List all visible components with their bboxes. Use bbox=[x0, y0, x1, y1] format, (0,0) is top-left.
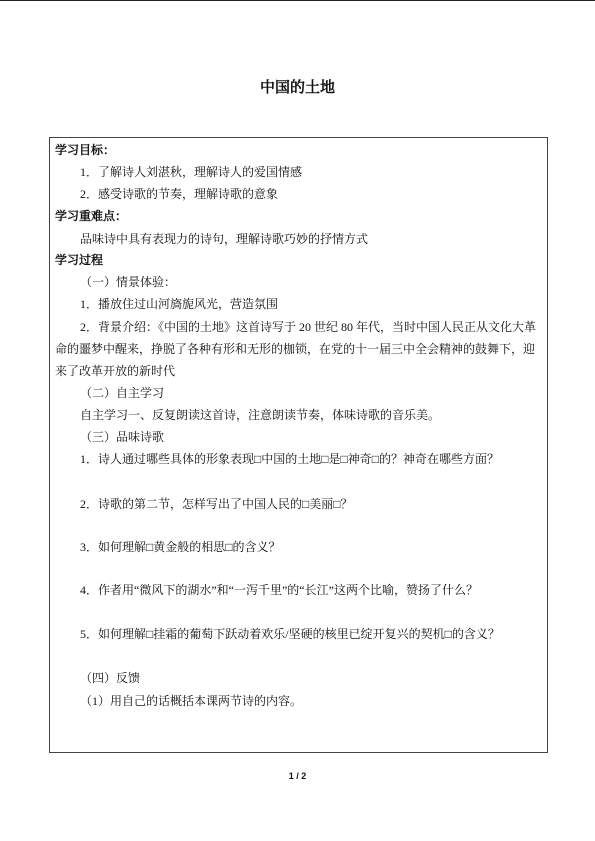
self-study-heading: （二）自主学习 bbox=[80, 386, 165, 400]
scene-step: 1．播放住过山河旖旎风光，营造氛围 bbox=[80, 297, 279, 311]
background-paragraph-line: 2．背景介绍：《中国的土地》这首诗写于 20 世纪 80 年代，当时中国人民正从文化大革 bbox=[80, 320, 537, 334]
worksheet-box bbox=[49, 137, 548, 753]
background-paragraph-line: 命的噩梦中醒来，挣脱了各种有形和无形的枷锁，在党的十一届三中全会精神的鼓舞下，迎 bbox=[55, 342, 536, 356]
objective-item: 1．了解诗人刘湛秋，理解诗人的爱国情感 bbox=[80, 165, 303, 179]
feedback-heading: （四）反馈 bbox=[80, 671, 141, 685]
objectives-heading: 学习目标： bbox=[55, 143, 116, 157]
question-item: 1．诗人通过哪些具体的形象表现□中国的土地□是□神奇□的？神奇在哪些方面？ bbox=[80, 452, 499, 466]
background-paragraph-line: 来了改革开放的新时代 bbox=[55, 364, 176, 378]
scene-experience-heading: （一）情景体验： bbox=[80, 275, 177, 289]
page-number: 1 / 2 bbox=[288, 771, 307, 781]
self-study-text: 自主学习一、反复朗读这首诗，注意朗读节奏，体味诗歌的音乐美。 bbox=[80, 408, 441, 422]
question-item: 4．作者用“微风下的湖水”和“一泻千里”的“长江”这两个比喻，赞扬了什么？ bbox=[80, 583, 478, 597]
page-title: 中国的土地 bbox=[259, 79, 335, 96]
question-item: 3．如何理解□黄金般的相思□的含义？ bbox=[80, 540, 281, 554]
question-item: 5．如何理解□挂霜的葡萄下跃动着欢乐/坚硬的核里已绽开复兴的契机□的含义？ bbox=[80, 627, 500, 641]
key-points-heading: 学习重难点： bbox=[55, 209, 128, 223]
question-item: 2．诗歌的第二节，怎样写出了中国人民的□美丽□？ bbox=[80, 497, 353, 511]
key-points-text: 品味诗中具有表现力的诗句，理解诗歌巧妙的抒情方式 bbox=[80, 232, 369, 246]
feedback-task: （1）用自己的话概括本课两节诗的内容。 bbox=[80, 694, 303, 708]
process-heading: 学习过程 bbox=[55, 253, 104, 267]
appreciation-heading: （三）品味诗歌 bbox=[80, 430, 165, 444]
top-rule bbox=[0, 0, 595, 1]
objective-item: 2．感受诗歌的节奏，理解诗歌的意象 bbox=[80, 187, 279, 201]
